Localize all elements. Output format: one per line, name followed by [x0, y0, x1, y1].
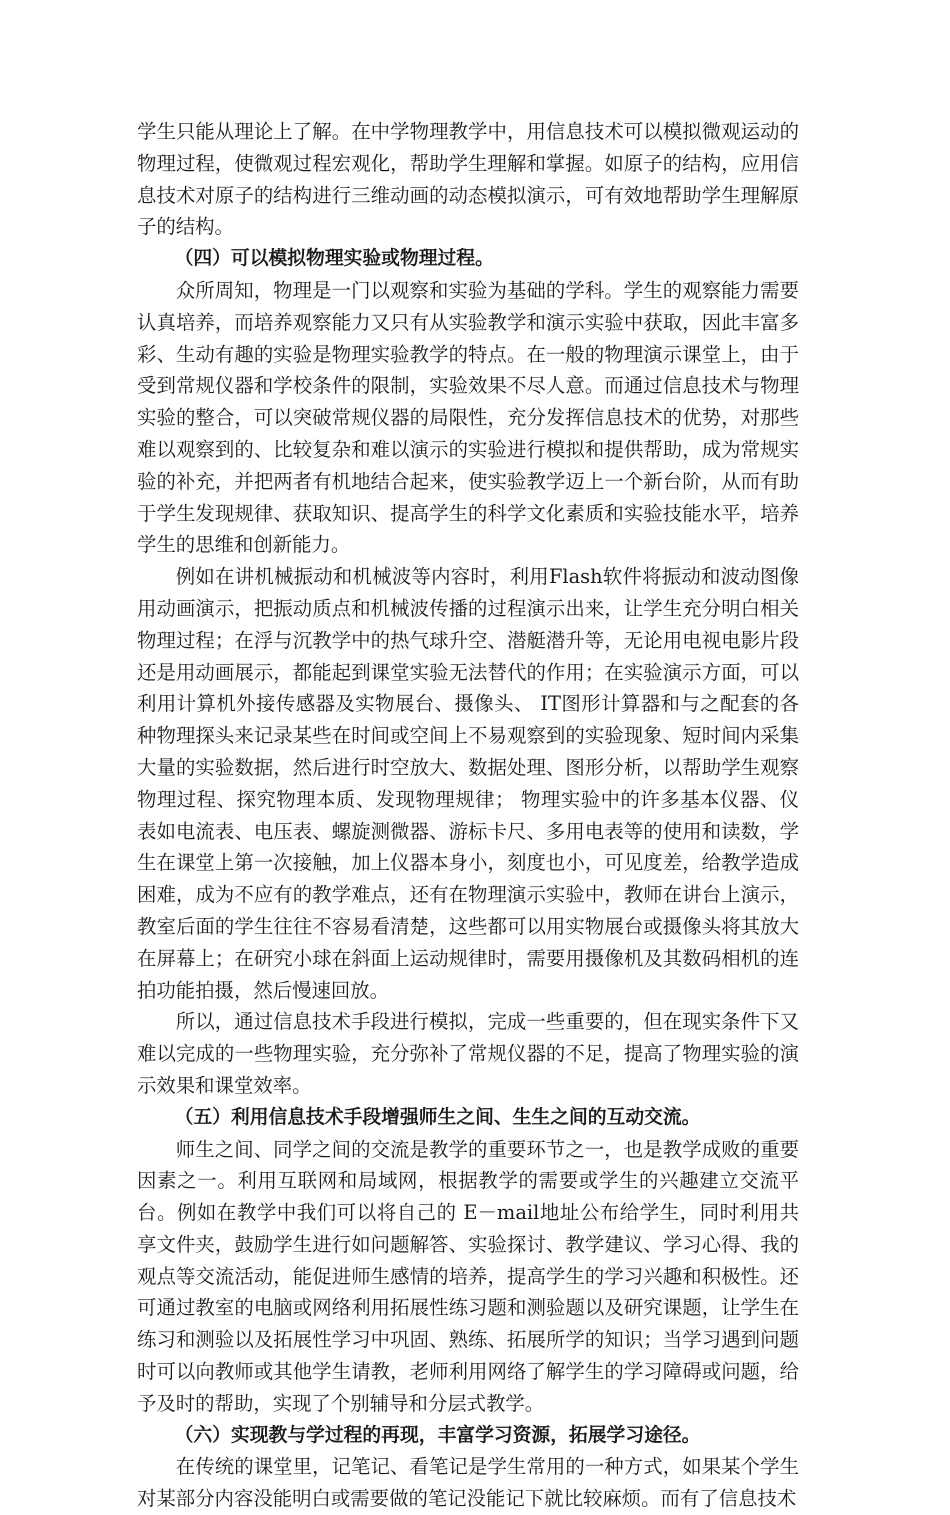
section-heading-4: （四）可以模拟物理实验或物理过程。	[174, 248, 494, 270]
document-body	[137, 116, 799, 1515]
paragraph-interaction: 师生之间、同学之间的交流是教学的重要环节之一，也是教学成败的重要因素之一。利用互联网和局域网，根据教学的需要或学生的兴趣建立交流平台。例如在教学中我们可以将自己的 E－mail地址公布给学生，同时利用共享文件夹，鼓励学生进行如问题解答、实验探讨、教学建议、学习心得、我的观点等交流活动，能促进师生感情的培养，提高学生的学习兴趣和积极性。还可通过教室的电脑或网络利用拓展性练习题和测验题以及研究课题，让学生在练习和测验以及拓展性学习中巩固、熟练、拓展所学的知识；当学习遇到问题时可以向教师或其他学生请教，老师利用网络了解学生的学习障碍或问题，给予及时的帮助，实现了个别辅导和分层式教学。	[137, 1137, 799, 1415]
paragraph-examples: 例如在讲机械振动和机械波等内容时，利用Flash软件将振动和波动图像用动画演示，把振动质点和机械波传播的过程演示出来，让学生充分明白相关物理过程；在浮与沉教学中的热气球升空、潜艇潜升等，无论用电视电影片段还是用动画展示，都能起到课堂实验无法替代的作用；在实验演示方面，可以利用计算机外接传感器及实物展台、摄像头、 IT图形计算器和与之配套的各种物理探头来记录某些在时间或空间上不易观察到的实验现象、短时间内采集大量的实验数据，然后进行时空放大、数据处理、图形分析，以帮助学生观察物理过程、探究物理本质、发现物理规律； 物理实验中的许多基本仪器、仪表如电流表、电压表、螺旋测微器、游标卡尺、多用电表等的使用和读数，学生在课堂上第一次接触，加上仪器本身小，刻度也小，可见度差，给教学造成困难，成为不应有的教学难点，还有在物理演示实验中，教师在讲台上演示，教室后面的学生往往不容易看清楚，这些都可以用实物展台或摄像头将其放大在屏幕上；在研究小球在斜面上运动规律时，需要用摄像机及其数码相机的连拍功能拍摄，然后慢速回放。	[137, 565, 799, 1002]
paragraph-notes: 在传统的课堂里，记笔记、看笔记是学生常用的一种方式，如果某个学生对某部分内容没能明白或需要做的笔记没能记下就比较麻烦。而有了信息技术	[137, 1455, 799, 1511]
paragraph-continuation: 学生只能从理论上了解。在中学物理教学中，用信息技术可以模拟微观运动的物理过程，使微观过程宏观化，帮助学生理解和掌握。如原子的结构，应用信息技术对原子的结构进行三维动画的动态模拟演示，可有效地帮助学生理解原子的结构。	[137, 120, 799, 239]
paragraph-observation: 众所周知，物理是一门以观察和实验为基础的学科。学生的观察能力需要认真培养，而培养观察能力又只有从实验教学和演示实验中获取，因此丰富多彩、生动有趣的实验是物理实验教学的特点。在一般的物理演示课堂上，由于受到常规仪器和学校条件的限制，实验效果不尽人意。而通过信息技术与物理实验的整合，可以突破常规仪器的局限性，充分发挥信息技术的优势，对那些难以观察到的、比较复杂和难以演示的实验进行模拟和提供帮助，成为常规实验的补充，并把两者有机地结合起来，使实验教学迈上一个新台阶，从而有助于学生发现规律、获取知识、提高学生的科学文化素质和实验技能水平，培养学生的思维和创新能力。	[137, 278, 799, 557]
section-heading-6: （六）实现教与学过程的再现，丰富学习资源，拓展学习途径。	[174, 1424, 701, 1446]
section-heading-5: （五）利用信息技术手段增强师生之间、生生之间的互动交流。	[174, 1106, 701, 1128]
paragraph-summary: 所以，通过信息技术手段进行模拟，完成一些重要的，但在现实条件下又难以完成的一些物理实验，充分弥补了常规仪器的不足，提高了物理实验的演示效果和课堂效率。	[137, 1010, 799, 1097]
